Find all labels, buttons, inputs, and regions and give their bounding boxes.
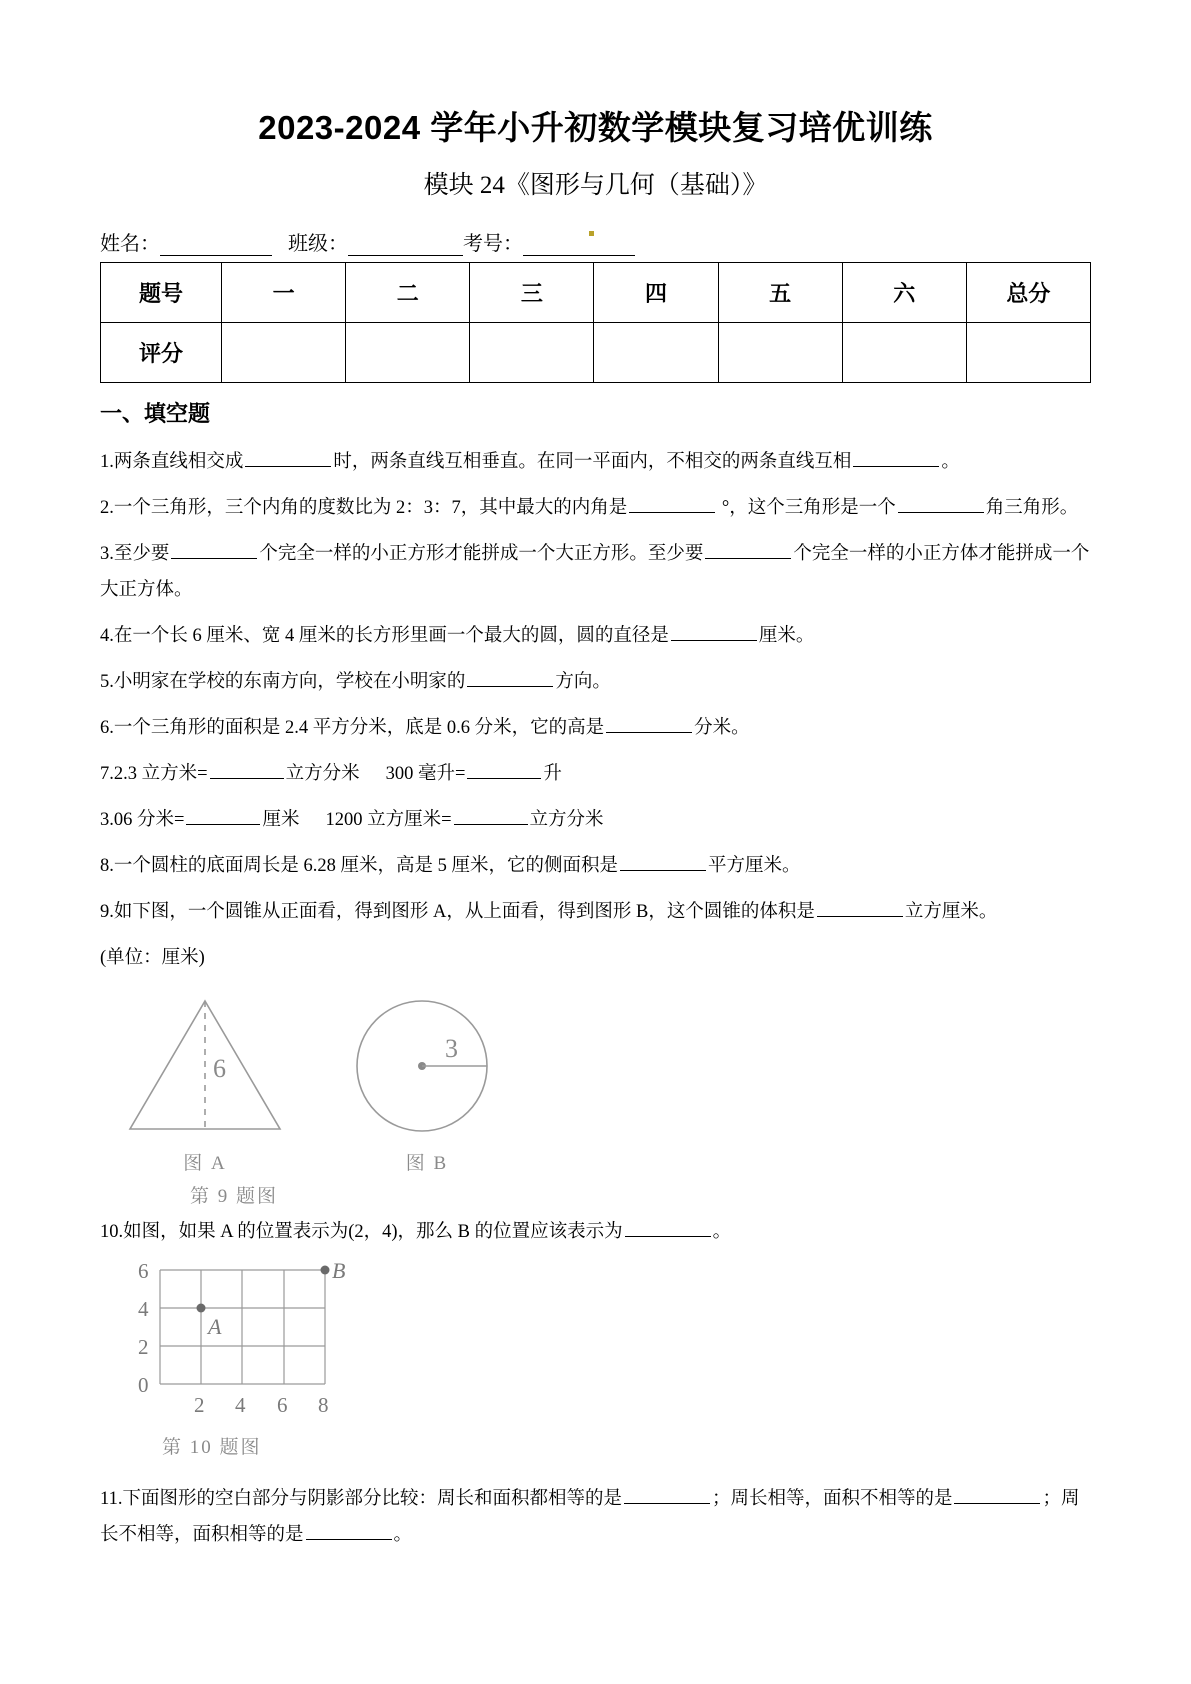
point-a-marker: [197, 1303, 206, 1312]
figure-b-circle: [342, 991, 512, 1175]
circle-radius-label: 3: [445, 1033, 458, 1063]
name-label: 姓名：: [100, 232, 160, 255]
question-8-text-b: 平方厘米。: [708, 856, 801, 877]
page-title: 2023-2024 学年小升初数学模块复习培优训练: [258, 109, 933, 146]
question-6-text-b: 分米。: [694, 718, 750, 739]
table-row-scores: [101, 322, 1091, 382]
score-col-5: 五: [718, 262, 842, 322]
exam-no-label: 考号：: [463, 232, 523, 255]
question-8-blank-1[interactable]: [620, 855, 706, 871]
question-7-text-c: 300 毫升=: [385, 764, 466, 785]
x-tick-8: 8: [318, 1392, 329, 1417]
question-7-blank-3[interactable]: [186, 809, 260, 825]
question-8-number: 8.: [100, 856, 114, 877]
question-11: [100, 1481, 1091, 1553]
question-1-text-a: 两条直线相交成: [113, 451, 244, 472]
question-1-number: 1.: [100, 451, 114, 472]
question-8-text-a: 一个圆柱的底面周长是 6.28 厘米，高是 5 厘米，它的侧面积是: [113, 856, 619, 877]
question-10-text-a: 如图，如果 A 的位置表示为(2，4)，那么 B 的位置应该表示为: [123, 1221, 623, 1242]
cone-front-view-icon: [120, 991, 290, 1141]
question-9-figure-row: [100, 991, 1091, 1175]
question-11-text-a: 下面图形的空白部分与阴影部分比较：周长和面积都相等的是: [122, 1488, 622, 1509]
question-11-blank-2[interactable]: [954, 1488, 1040, 1504]
identity-line: [100, 227, 1091, 256]
question-7-blank-4[interactable]: [454, 809, 528, 825]
question-4: [100, 618, 1091, 654]
marker-dot-icon: [589, 231, 594, 236]
question-6-blank-1[interactable]: [606, 717, 692, 733]
question-7-text-h: 立方分米: [529, 810, 604, 831]
point-a-label: A: [208, 1313, 222, 1339]
question-10-blank-1[interactable]: [625, 1221, 711, 1237]
question-11-blank-1[interactable]: [624, 1488, 710, 1504]
question-2-blank-1[interactable]: [629, 497, 715, 513]
section-heading-fill-in-blanks: 一、填空题: [100, 400, 211, 426]
triangle-height-label: 6: [213, 1053, 226, 1083]
question-7-text-e: 3.06 分米=: [100, 810, 185, 831]
question-3-text-b: 个完全一样的小正方形才能拼成一个大正方形。至少要: [259, 543, 704, 564]
figure-b-caption: 图 B: [405, 1152, 449, 1174]
score-col-total: 总分: [966, 262, 1090, 322]
score-cell-total[interactable]: [966, 322, 1090, 382]
question-9-figure-caption: 第 9 题图: [190, 1185, 279, 1207]
question-2-text-b: °，这个三角形是一个: [717, 497, 896, 518]
exam-no-input-blank-b[interactable]: [579, 237, 635, 256]
score-col-6: 六: [842, 262, 966, 322]
cone-top-view-icon: [342, 991, 512, 1141]
coordinate-grid-icon: [120, 1260, 350, 1425]
score-cell-2[interactable]: [346, 322, 470, 382]
question-3-blank-2[interactable]: [705, 543, 791, 559]
score-cell-3[interactable]: [470, 322, 594, 382]
question-2-number: 2.: [100, 497, 114, 518]
question-11-text-c: ；周长不相等，面积相等的是: [100, 1488, 1080, 1545]
question-9-blank-1[interactable]: [817, 901, 903, 917]
figure-a-caption: 图 A: [183, 1152, 227, 1174]
question-9-figure: [100, 991, 1091, 1208]
question-4-text-b: 厘米。: [758, 626, 815, 646]
score-cell-5[interactable]: [718, 322, 842, 382]
question-5-blank-1[interactable]: [467, 671, 553, 687]
class-label: 班级：: [288, 232, 348, 255]
question-3-text-a: 至少要: [113, 543, 170, 564]
y-tick-0: 0: [138, 1372, 149, 1397]
question-5: [100, 664, 1091, 700]
question-10-figure: [100, 1260, 1091, 1459]
question-4-text-a: 在一个长 6 厘米、宽 4 厘米的长方形里画一个最大的圆，圆的直径是: [113, 626, 669, 646]
row-label-question-number: 题号: [101, 262, 222, 322]
name-field[interactable]: [100, 227, 272, 256]
score-col-3: 三: [470, 262, 594, 322]
question-1-blank-1[interactable]: [245, 451, 331, 467]
x-tick-2: 2: [194, 1392, 205, 1417]
question-2-blank-2[interactable]: [898, 497, 984, 513]
question-2: [100, 490, 1091, 526]
question-7-line-2: [100, 802, 1091, 838]
question-3-text-c: 个完全一样的小正方体才能拼成一个大正方体。: [100, 543, 1090, 600]
score-col-4: 四: [594, 262, 718, 322]
question-5-text-b: 方向。: [555, 672, 611, 693]
x-tick-6: 6: [277, 1392, 288, 1417]
question-4-number: 4.: [100, 626, 114, 646]
question-1: [100, 444, 1091, 480]
exam-no-field[interactable]: [463, 227, 594, 256]
question-7-text-d: 升: [543, 764, 562, 785]
question-1-text-b: 时，两条直线互相垂直。在同一平面内，不相交的两条直线互相: [333, 451, 852, 472]
class-input-blank[interactable]: [348, 237, 463, 256]
question-6-text-a: 一个三角形的面积是 2.4 平方分米，底是 0.6 分米，它的高是: [113, 718, 605, 739]
question-7-text-b: 立方分米: [285, 764, 360, 785]
table-row-question-numbers: [101, 262, 1091, 322]
class-field[interactable]: [288, 227, 463, 256]
question-7-blank-2[interactable]: [467, 763, 541, 779]
question-7-text-f: 厘米: [262, 810, 300, 831]
question-6: [100, 710, 1091, 746]
question-4-blank-1[interactable]: [671, 625, 757, 641]
question-5-number: 5.: [100, 672, 114, 693]
question-11-number: 11.: [100, 1488, 123, 1509]
score-cell-1[interactable]: [222, 322, 346, 382]
score-cell-4[interactable]: [594, 322, 718, 382]
page-subtitle: 模块 24《图形与几何（基础）》: [423, 172, 768, 200]
question-3-blank-1[interactable]: [171, 543, 257, 559]
score-cell-6[interactable]: [842, 322, 966, 382]
question-7-text-a: 2.3 立方米=: [113, 764, 208, 785]
question-9-unit-note: (单位：厘米): [100, 948, 205, 969]
name-input-blank[interactable]: [160, 237, 272, 256]
question-7-text-g: 1200 立方厘米=: [325, 810, 452, 831]
question-11-text-d: 。: [393, 1524, 413, 1545]
figure-a-triangle: [120, 991, 290, 1175]
question-2-text-a: 一个三角形，三个内角的度数比为 2：3：7，其中最大的内角是: [113, 497, 628, 518]
question-9-number: 9.: [100, 902, 114, 923]
question-9-text-a: 如下图，一个圆锥从正面看，得到图形 A，从上面看，得到图形 B，这个圆锥的体积是: [113, 902, 815, 923]
question-9: [100, 894, 1091, 930]
question-10: [100, 1214, 1091, 1250]
y-tick-6: 6: [138, 1259, 149, 1283]
score-col-2: 二: [346, 262, 470, 322]
question-5-text-a: 小明家在学校的东南方向，学校在小明家的: [113, 672, 466, 693]
question-7-blank-1[interactable]: [210, 763, 284, 779]
score-table: [100, 262, 1091, 383]
x-tick-4: 4: [235, 1392, 246, 1417]
question-2-text-c: 角三角形。: [985, 497, 1079, 518]
question-8: [100, 848, 1091, 884]
row-label-score: 评分: [101, 322, 222, 382]
question-9-text-b: 立方厘米。: [904, 902, 998, 923]
question-7-number: 7.: [100, 764, 114, 785]
question-1-text-c: 。: [941, 451, 960, 472]
point-b-marker: [321, 1265, 330, 1274]
question-3: [100, 536, 1091, 608]
question-11-blank-3[interactable]: [306, 1524, 392, 1540]
question-3-number: 3.: [100, 543, 114, 564]
question-10-text-b: 。: [712, 1221, 732, 1242]
exam-no-input-blank-a[interactable]: [523, 237, 579, 256]
question-10-figure-caption: 第 10 题图: [162, 1436, 262, 1458]
question-7-line-1: [100, 756, 1091, 792]
y-tick-4: 4: [138, 1296, 149, 1321]
question-1-blank-2[interactable]: [853, 451, 939, 467]
score-col-1: 一: [222, 262, 346, 322]
y-tick-2: 2: [138, 1334, 149, 1359]
question-6-number: 6.: [100, 718, 114, 739]
point-b-label: B: [332, 1259, 346, 1283]
question-11-text-b: ；周长相等，面积不相等的是: [711, 1488, 953, 1509]
question-10-number: 10.: [100, 1221, 124, 1242]
